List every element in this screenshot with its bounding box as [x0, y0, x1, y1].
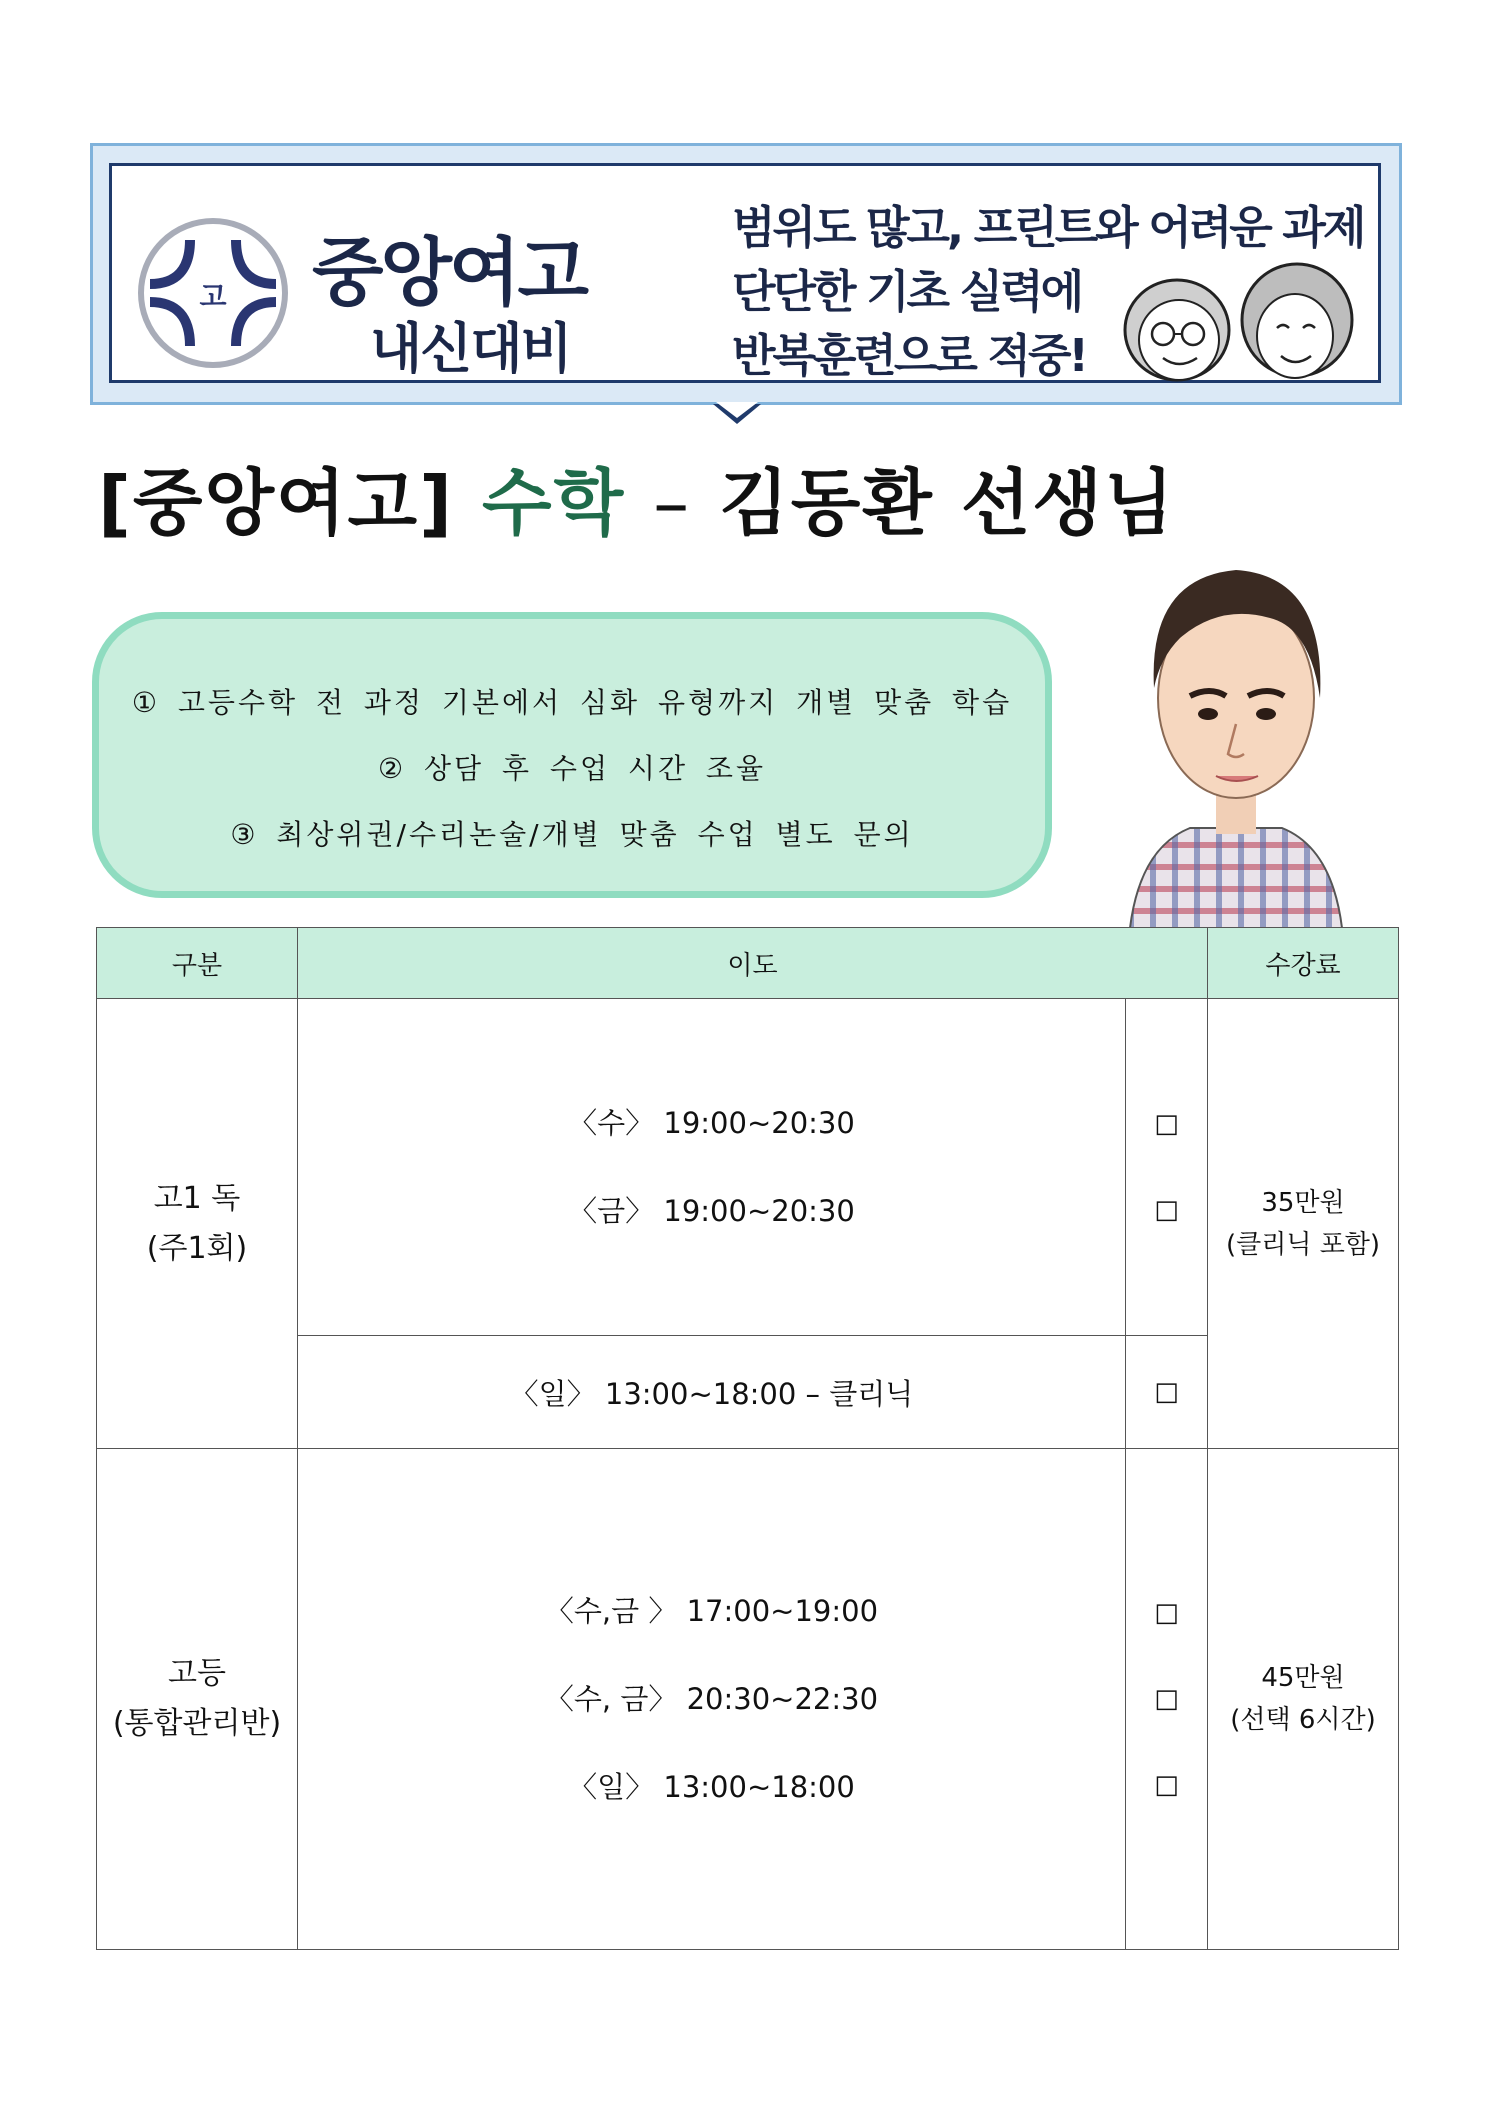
teacher-caricature-illustration: [1120, 548, 1352, 928]
checkbox[interactable]: □: [1126, 1336, 1208, 1449]
time-slot: 〈수,금 〉 17:00~19:00: [544, 1594, 879, 1628]
time-slot-clinic: 〈일〉 13:00~18:00 – 클리닉: [298, 1336, 1126, 1449]
fee-cell: [1208, 999, 1399, 1449]
title-subject: 수학: [482, 461, 626, 545]
checkbox[interactable]: □: [1154, 1598, 1179, 1628]
slogan-line: 반복훈련으로 적중!: [732, 329, 1086, 382]
header-banner: [90, 143, 1402, 405]
header-fee: 수강료: [1208, 928, 1399, 999]
fee-note: (선택 6시간): [1230, 1705, 1376, 1735]
info-line: ① 고등수학 전 과정 기본에서 심화 유형까지 개별 맞춤 학습: [131, 686, 1013, 719]
row-label-line: (통합관리반): [112, 1706, 282, 1741]
time-slots: [298, 1449, 1126, 1950]
cartoon-faces-illustration: [1097, 258, 1367, 383]
table-row: [97, 1449, 1399, 1950]
title-school: [중앙여고]: [98, 461, 455, 545]
slogan-line: 범위도 많고, 프린트와 어려운 과제: [732, 201, 1364, 254]
row-label-line: (주1회): [146, 1230, 248, 1266]
time-slots: [298, 999, 1126, 1336]
checkbox[interactable]: □: [1154, 1684, 1179, 1714]
title-dash: –: [653, 461, 692, 545]
title-teacher: 김동환 선생님: [719, 461, 1176, 545]
checkbox[interactable]: □: [1154, 1109, 1179, 1139]
row-label: [97, 999, 298, 1449]
brand-line-2: 내신대비: [370, 317, 571, 380]
info-line: ② 상담 후 수업 시간 조율: [377, 752, 767, 785]
slogan-line: 단단한 기초 실력에: [732, 265, 1082, 318]
row-label-line: 고1 독: [153, 1180, 241, 1216]
time-slot: 〈일〉 13:00~18:00: [568, 1770, 855, 1804]
row-label-line: 고등: [168, 1656, 226, 1691]
header-schedule: 이도: [298, 928, 1208, 999]
page-title: [98, 445, 1176, 549]
info-line: ③ 최상위권/수리논술/개별 맞춤 수업 별도 문의: [230, 818, 914, 851]
fee-amount: 35만원: [1261, 1187, 1345, 1218]
checkbox[interactable]: □: [1154, 1195, 1179, 1225]
table-header-row: [97, 928, 1399, 999]
fee-amount: 45만원: [1261, 1663, 1345, 1693]
brand-line-1: 중앙여고: [312, 230, 586, 316]
schedule-table: [96, 927, 1399, 1950]
banner-frame: [109, 163, 1381, 383]
table-row: [97, 999, 1399, 1336]
time-slot: 〈금〉 19:00~20:30: [568, 1194, 855, 1228]
row-label: [97, 1449, 298, 1950]
logo-char: 고: [199, 280, 227, 313]
checkbox-cell: [1126, 1449, 1208, 1950]
header-category: 구분: [97, 928, 298, 999]
fee-note: (클리닉 포함): [1225, 1229, 1381, 1260]
time-slot: 〈수, 금〉 20:30~22:30: [544, 1682, 879, 1716]
banner-notch-fill: [716, 402, 758, 418]
course-info-box: [92, 612, 1052, 898]
time-slot: 〈수〉 19:00~20:30: [568, 1106, 855, 1140]
fee-cell: [1208, 1449, 1399, 1950]
checkbox[interactable]: □: [1154, 1770, 1179, 1800]
school-logo-icon: [138, 218, 288, 368]
checkbox-cell: [1126, 999, 1208, 1336]
